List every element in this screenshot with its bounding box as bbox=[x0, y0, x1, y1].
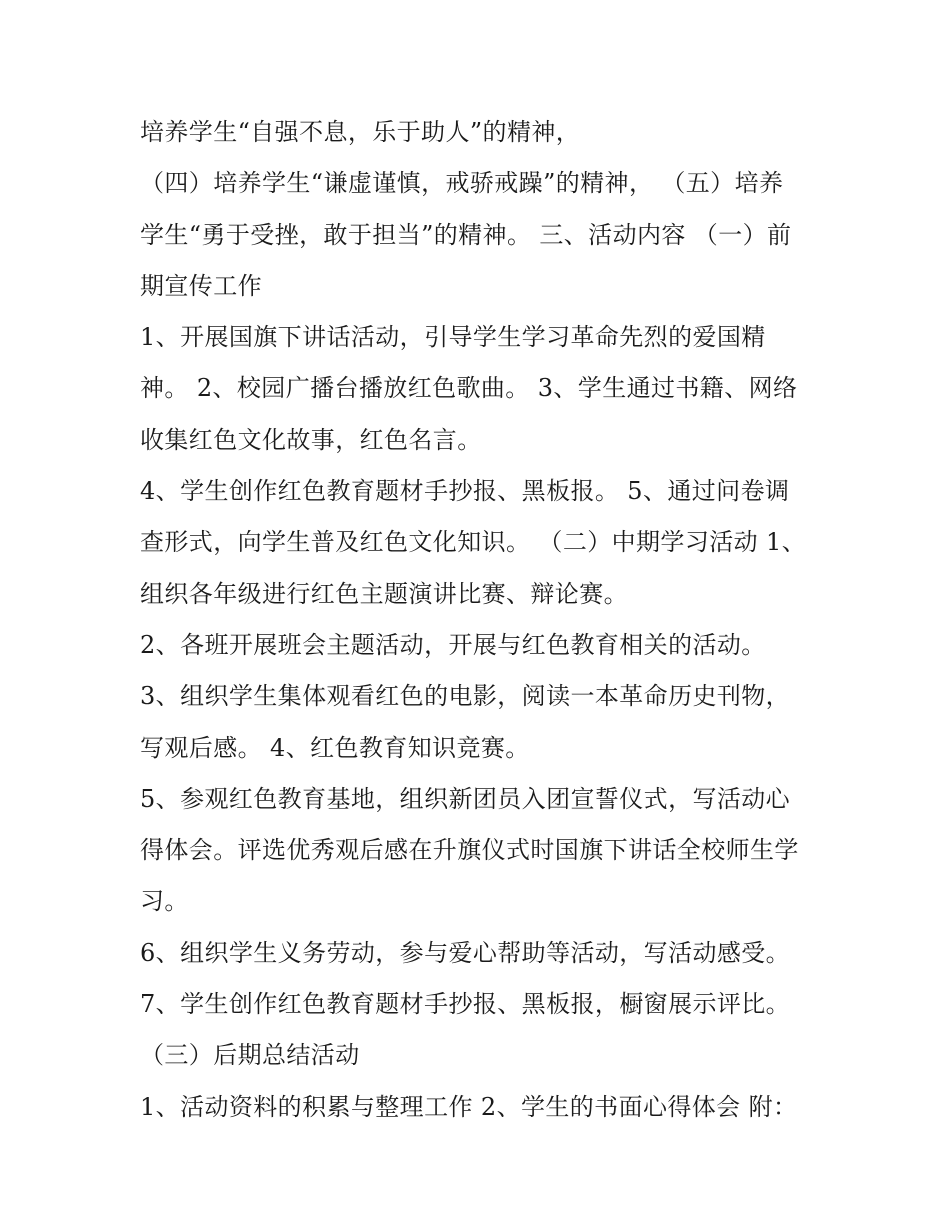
text-line: 5、参观红色教育基地，组织新团员入团宣誓仪式，写活动心 bbox=[140, 784, 791, 813]
text-line: 1、开展国旗下讲话活动，引导学生学习革命先烈的爱国精 bbox=[140, 323, 766, 352]
text-line: 6、组织学生义务劳动，参与爱心帮助等活动，写活动感受。 bbox=[140, 938, 791, 967]
text-line: 组织各年级进行红色主题演讲比赛、辩论赛。 bbox=[140, 579, 628, 608]
text-line: 神。 2、校园广播台播放红色歌曲。 3、学生通过书籍、网络 bbox=[140, 374, 798, 403]
text-line: 3、组织学生集体观看红色的电影，阅读一本革命历史刊物， bbox=[140, 682, 791, 711]
text-line: 7、学生创作红色教育题材手抄报、黑板报，橱窗展示评比。 bbox=[140, 990, 791, 1019]
text-line: 培养学生“自强不息，乐于助人”的精神， bbox=[140, 118, 581, 146]
text-line: 期宣传工作 bbox=[140, 271, 262, 300]
text-line: （三）后期总结活动 bbox=[140, 1041, 360, 1070]
text-line: 收集红色文化故事，红色名言。 bbox=[140, 425, 482, 454]
text-line: 习。 bbox=[140, 887, 189, 916]
text-line: 写观后感。 4、红色教育知识竞赛。 bbox=[140, 733, 530, 762]
document-body bbox=[140, 107, 830, 1133]
text-line: 得体会。评选优秀观后感在升旗仪式时国旗下讲话全校师生学 bbox=[140, 836, 799, 865]
text-line: 学生“勇于受挫，敢于担当”的精神。 三、活动内容 （一）前 bbox=[140, 220, 792, 249]
text-line: 4、学生创作红色教育题材手抄报、黑板报。 5、通过问卷调 bbox=[140, 477, 790, 506]
text-line: 查形式，向学生普及红色文化知识。 （二）中期学习活动 1、 bbox=[140, 528, 807, 557]
text-line: 2、各班开展班会主题活动，开展与红色教育相关的活动。 bbox=[140, 630, 766, 659]
text-line: （四）培养学生“谦虚谨慎，戒骄戒躁”的精神， （五）培养 bbox=[140, 169, 784, 198]
text-line: 1、活动资料的积累与整理工作 2、学生的书面心得体会 附： bbox=[140, 1092, 798, 1121]
